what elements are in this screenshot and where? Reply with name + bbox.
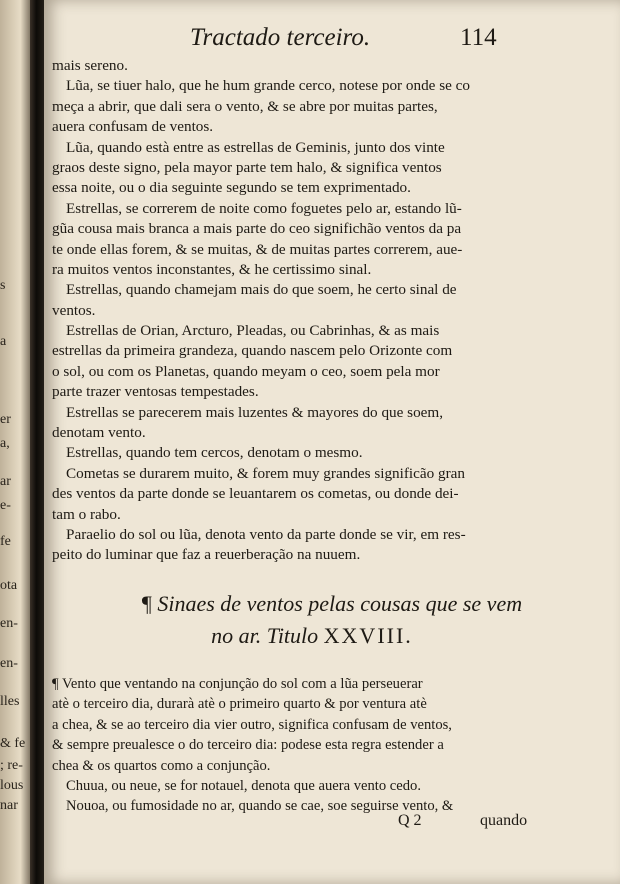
heading-line-1: Sinaes de ventos pelas cousas que se vem [157, 591, 523, 616]
section-heading [44, 588, 620, 652]
text-line: tam o rabo. [52, 505, 121, 523]
text-line: o sol, ou com os Planetas, quando meyam o ceo, soem pela mor [52, 362, 440, 380]
title-numeral: XXVIII. [323, 623, 413, 648]
facing-page-fragment: lous [0, 778, 24, 793]
text-line: meça a abrir, que dali sera o vento, & se abre por muitas partes, [52, 97, 438, 115]
text-line: Estrellas, quando chamejam mais do que soem, he certo sinal de [66, 281, 457, 299]
text-line: denotam vento. [52, 424, 146, 442]
page-header [44, 24, 620, 60]
facing-page-fragment: a [0, 334, 7, 349]
facing-page-fragment: ota [0, 578, 18, 593]
catchword: quando [480, 812, 528, 829]
text-line: atè o terceiro dia, durarà atè o primeiro quarto & por ventura atè [52, 696, 427, 713]
text-line: Estrellas, quando tem cercos, denotam o mesmo. [66, 444, 363, 462]
text-line: Cometas se durarem muito, & forem muy grandes significão gran [66, 464, 465, 482]
text-line: Estrellas, se correrem de noite como foguetes pelo ar, estando lũ- [66, 199, 462, 217]
text-line: & sempre preualesce o do terceiro dia: podese esta regra estender a [52, 737, 444, 754]
text-line: essa noite, ou o dia seguinte segundo se tem exprimentado. [52, 179, 411, 197]
text-line: Nouoa, ou fumosidade no ar, quando se cae, soe seguirse vento, & [66, 798, 454, 815]
pilcrow-mark: ¶ [141, 591, 152, 616]
page-footer [44, 812, 620, 838]
text-line: Estrellas de Orian, Arcturo, Pleadas, ou Cabrinhas, & as mais [66, 322, 440, 340]
facing-page-fragment: en- [0, 656, 18, 671]
facing-page-fragment: fe [0, 534, 11, 549]
facing-page-fragment: ar [0, 474, 11, 489]
facing-page-fragment: lles [0, 694, 20, 709]
facing-page-fragment: nar [0, 798, 18, 813]
text-line: estrellas da primeira grandeza, quando nascem pelo Orizonte com [52, 342, 453, 360]
facing-page-edge [0, 0, 34, 884]
page-number: 114 [460, 24, 497, 51]
facing-page-fragment: er [0, 412, 11, 427]
text-line: auera confusam de ventos. [52, 118, 214, 136]
text-line: Estrellas se parecerem mais luzentes & mayores do que soem, [66, 403, 444, 421]
running-title: Tractado terceiro. [190, 24, 371, 51]
text-line: ¶ Vento que ventando na conjunção do sol com a lũa perseuerar [52, 676, 423, 692]
text-line: ventos. [52, 301, 96, 319]
facing-page-fragment: en- [0, 616, 18, 631]
text-line: parte trazer ventosas tempestades. [52, 383, 259, 401]
text-line: mais sereno. [52, 57, 128, 74]
facing-page-fragment: & fe [0, 736, 26, 751]
facing-page-fragment: s [0, 278, 6, 293]
text-line: gũa cousa mais branca a mais parte do ceo significhão ventos da pa [52, 220, 462, 238]
section-text-upper [52, 56, 538, 566]
text-line: graos deste signo, pela mayor parte tem halo, & significa ventos [52, 158, 442, 176]
text-line: ra muitos ventos inconstantes, & he certissimo sinal. [52, 260, 372, 278]
signature-mark: Q 2 [398, 812, 422, 829]
text-line: Paraelio do sol ou lũa, denota vento da parte donde se vir, em res- [66, 525, 466, 543]
text-line: Lũa, quando està entre as estrellas de Geminis, junto dos vinte [66, 138, 445, 156]
book-page [44, 0, 620, 884]
text-line: peito do luminar que faz a reuerberação na nuuem. [52, 546, 361, 564]
facing-page-fragment: e- [0, 498, 11, 513]
text-line: chea & os quartos como a conjunção. [52, 757, 271, 774]
text-line: Chuua, ou neue, se for notauel, denota que auera vento cedo. [66, 777, 421, 794]
section-text-lower [52, 674, 542, 817]
facing-page-fragment: a, [0, 436, 10, 451]
text-line: Lũa, se tiuer halo, que he hum grande cerco, notese por onde se co [66, 77, 471, 95]
heading-line-2: no ar. Titulo [211, 623, 319, 648]
text-line: des ventos da parte donde se leuantarem os cometas, ou donde dei- [52, 485, 459, 503]
facing-page-fragment: ; re- [0, 758, 23, 773]
text-line: te onde ellas forem, & se muitas, & de muitas partes correrem, aue- [52, 240, 463, 258]
text-line: a chea, & se ao terceiro dia vier outro, significa confusam de ventos, [52, 716, 452, 733]
